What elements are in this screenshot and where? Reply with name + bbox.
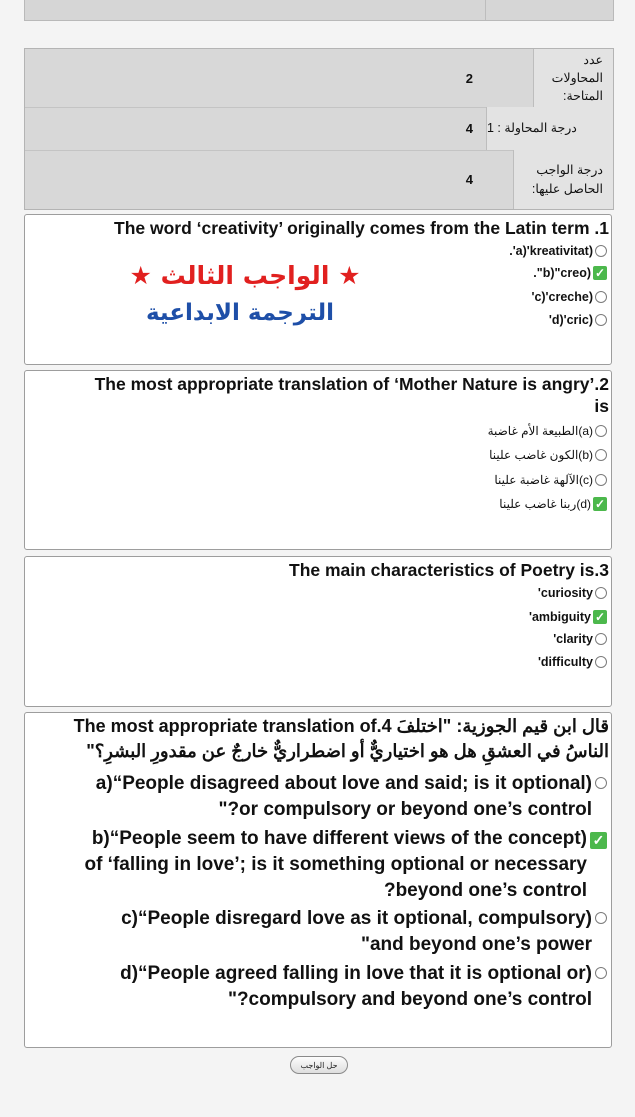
radio-icon[interactable] <box>595 633 607 645</box>
option-a[interactable] <box>96 771 607 823</box>
question-4 <box>24 712 612 1048</box>
option-b[interactable] <box>533 263 607 283</box>
radio-icon[interactable] <box>595 587 607 599</box>
option-line: c)“People disregard love as it optional, compulsory) <box>121 908 592 929</box>
option-c[interactable] <box>121 906 607 958</box>
info-label: عدد المحاولات المتاحة: <box>533 49 613 107</box>
option-text: 'difficulty <box>537 655 593 669</box>
option-text <box>84 826 587 904</box>
radio-icon[interactable] <box>595 656 607 668</box>
option-b[interactable] <box>489 445 607 465</box>
option-c[interactable] <box>553 629 607 649</box>
question-title-cont: الناسُ في العشقِ هل هو اختياريٌّ أو اضطراريٌّ خارجٌ عن مقدورِ البشرِ؟" <box>86 741 609 761</box>
option-c[interactable] <box>531 287 607 307</box>
previous-table-edge <box>24 0 614 21</box>
option-text: .'a)'kreativitat) <box>509 244 593 258</box>
radio-icon[interactable] <box>595 314 607 326</box>
homework-title-overlay: ★ الواجب الثالث ★ <box>129 260 361 290</box>
radio-icon[interactable] <box>595 777 607 789</box>
radio-icon[interactable] <box>595 245 607 257</box>
option-line: a)“People disagreed about love and said; is it optional) <box>95 773 592 794</box>
option-d[interactable] <box>538 652 607 672</box>
option-line: "and beyond one’s power <box>360 934 592 955</box>
info-row-attempts <box>25 49 613 108</box>
info-value: 4 <box>465 121 473 136</box>
radio-icon[interactable] <box>595 474 607 486</box>
question-2 <box>24 370 612 550</box>
question-title: The most appropriate translation of ‘Mother Nature is angry’.2 <box>94 374 609 394</box>
option-text: (c)الآلهة غاضبة علينا <box>494 473 593 487</box>
option-text: 'd)'cric) <box>548 313 593 327</box>
radio-icon[interactable] <box>595 912 607 924</box>
attempt-info-table <box>24 48 614 210</box>
info-row-homework-score <box>25 150 613 209</box>
option-line: b)“People seem to have different views of the concept) <box>91 828 587 849</box>
info-label: درجة المحاولة : 1 <box>486 107 613 150</box>
info-label: درجة الواجب الحاصل عليها: <box>513 150 613 209</box>
option-text <box>121 906 592 958</box>
checkmark-icon[interactable]: ✓ <box>590 832 607 849</box>
radio-icon[interactable] <box>595 291 607 303</box>
option-line: d)“People agreed falling in love that it is optional or) <box>120 963 592 984</box>
option-b[interactable] <box>84 826 607 904</box>
info-value: 2 <box>465 70 473 86</box>
option-c[interactable] <box>494 470 607 490</box>
info-value: 4 <box>465 172 473 187</box>
option-text: 'clarity <box>553 632 593 646</box>
option-text: (b)الكون غاضب علينا <box>489 448 593 462</box>
option-line: ?beyond one’s control <box>383 880 587 901</box>
info-row-attempt-score <box>25 107 613 151</box>
option-d[interactable] <box>549 310 607 330</box>
option-text: (d)ربنا غاضب علينا <box>499 497 591 511</box>
option-a[interactable] <box>488 421 607 441</box>
option-b[interactable] <box>529 607 607 627</box>
question-title-cont: is <box>594 396 609 416</box>
checkmark-icon[interactable]: ✓ <box>594 610 606 624</box>
radio-icon[interactable] <box>595 425 607 437</box>
option-text <box>96 771 592 823</box>
question-3 <box>24 556 612 707</box>
option-d[interactable] <box>499 494 607 514</box>
option-line: of ‘falling in love’; is it something optional or necessary <box>84 854 587 875</box>
homework-subtitle-overlay: الترجمة الابداعية <box>145 300 335 326</box>
option-a[interactable] <box>538 583 607 603</box>
radio-icon[interactable] <box>595 967 607 979</box>
question-title: The main characteristics of Poetry is.3 <box>289 560 609 580</box>
checkmark-icon[interactable]: ✓ <box>594 497 606 511</box>
option-line: "?or compulsory or beyond one’s control <box>218 799 592 820</box>
option-text: 'c)'creche) <box>531 290 593 304</box>
option-d[interactable] <box>120 961 607 1013</box>
option-text: 'curiosity <box>537 586 593 600</box>
option-text: ."b)"creo) <box>533 266 591 280</box>
option-text: (a)الطبيعة الأم غاضبة <box>487 424 593 438</box>
question-title: The word ‘creativity’ originally comes from the Latin term .1 <box>114 218 609 238</box>
option-text <box>120 961 592 1013</box>
checkmark-icon[interactable]: ✓ <box>594 266 606 280</box>
question-title: The most appropriate translation of.4 قال ابن قيم الجوزية: "اختلفَ <box>73 716 609 736</box>
option-text: 'ambiguity <box>528 610 591 624</box>
radio-icon[interactable] <box>595 449 607 461</box>
option-a[interactable] <box>509 241 607 261</box>
submit-homework-button[interactable]: حل الواجب <box>290 1056 348 1074</box>
option-line: "?compulsory and beyond one’s control <box>227 989 592 1010</box>
